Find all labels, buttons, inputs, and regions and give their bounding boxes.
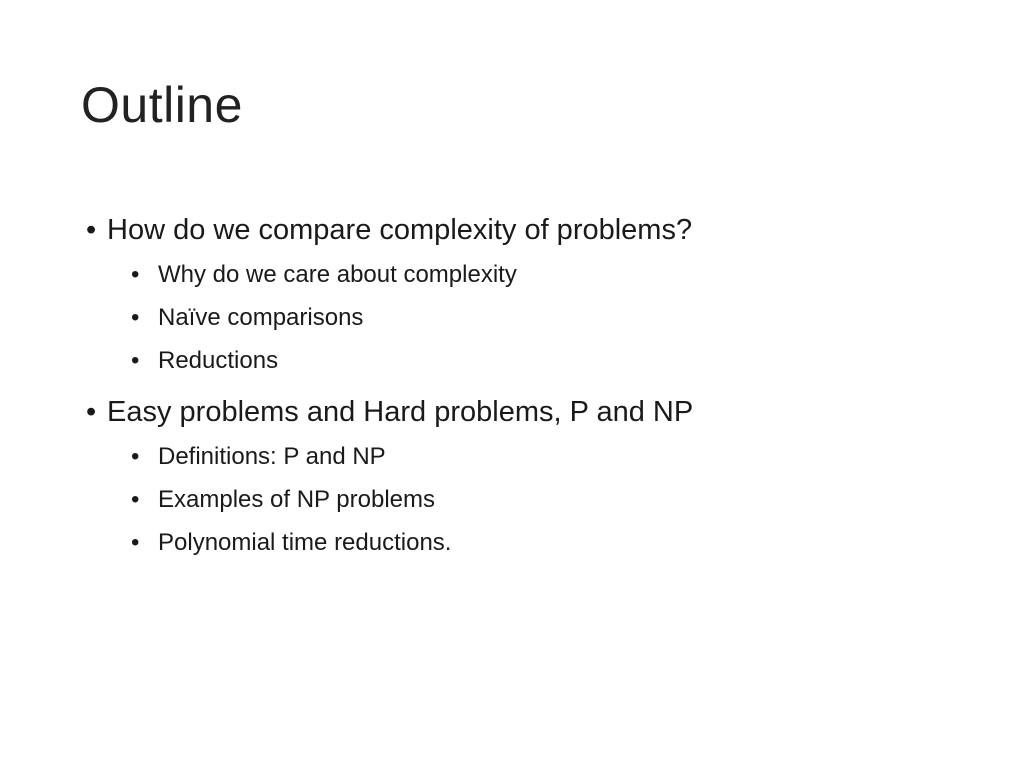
bullet-text: How do we compare complexity of problems?	[107, 214, 693, 246]
sub-bullet-item	[131, 435, 966, 478]
sub-bullet-list	[86, 253, 966, 382]
bullet-text: Easy problems and Hard problems, P and NP	[107, 396, 694, 428]
sub-bullet-text: Naïve comparisons	[158, 304, 364, 331]
sub-bullet-list	[86, 435, 966, 564]
bullet-item	[86, 392, 966, 432]
outline-section	[86, 210, 966, 382]
sub-bullet-text: Examples of NP problems	[158, 486, 436, 513]
sub-bullet-text: Definitions: P and NP	[158, 443, 386, 470]
outline-section	[86, 392, 966, 564]
bullet-icon: •	[86, 396, 97, 428]
bullet-icon: •	[131, 304, 140, 331]
bullet-icon: •	[131, 529, 140, 556]
bullet-icon: •	[131, 443, 140, 470]
sub-bullet-text: Why do we care about complexity	[158, 261, 517, 288]
sub-bullet-item	[131, 253, 966, 296]
sub-bullet-text: Reductions	[158, 347, 279, 374]
sub-bullet-item	[131, 521, 966, 564]
sub-bullet-item	[131, 339, 966, 382]
slide-content	[86, 210, 966, 574]
bullet-icon: •	[86, 214, 97, 246]
bullet-item	[86, 210, 966, 250]
sub-bullet-text: Polynomial time reductions.	[158, 529, 452, 556]
bullet-icon: •	[131, 261, 140, 288]
slide-title: Outline	[81, 77, 243, 133]
bullet-icon: •	[131, 347, 140, 374]
bullet-icon: •	[131, 486, 140, 513]
sub-bullet-item	[131, 296, 966, 339]
sub-bullet-item	[131, 478, 966, 521]
